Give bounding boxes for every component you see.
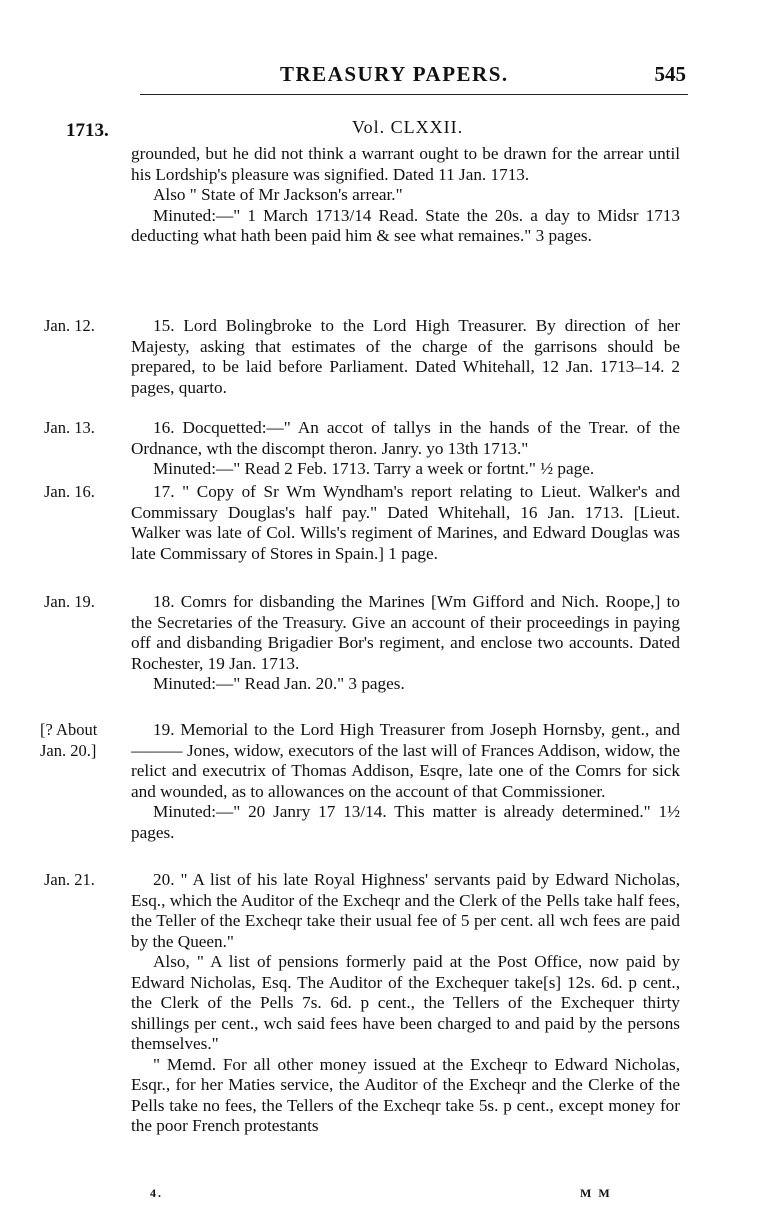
entry-text	[131, 418, 680, 480]
entry-date: Jan. 16.	[44, 482, 95, 501]
entry-text	[131, 720, 680, 843]
page-number: 545	[654, 62, 686, 86]
entry-date: Jan. 12.	[44, 316, 95, 335]
paragraph: Also " State of Mr Jackson's arrear."	[153, 185, 403, 204]
volume-heading: Vol. CLXXII.	[352, 117, 464, 137]
paragraph: Minuted:—" Read Jan. 20." 3 pages.	[153, 674, 405, 693]
paragraph: 16. Docquetted:—" An accot of tallys in the hands of the Trear. of the Ordnance, wth the discompt theron. Janry. yo 13th 1713."	[131, 418, 680, 458]
year-marker: 1713.	[66, 120, 109, 141]
entry-date: Jan. 19.	[44, 592, 95, 611]
continuation-text	[131, 144, 680, 247]
entry-text	[131, 592, 680, 695]
entry-date: Jan. 13.	[44, 418, 95, 437]
paragraph: Minuted:—" Read 2 Feb. 1713. Tarry a week or fortnt." ½ page.	[153, 459, 595, 478]
page-header	[0, 58, 770, 92]
paragraph: 15. Lord Bolingbroke to the Lord High Treasurer. By direction of her Majesty, asking that estimates of the charge of the garrisons should be prepared, to be laid before Parliament. Dated Whitehall, 12 Jan. 1713–14. 2 pages, quarto.	[131, 316, 680, 397]
entry-text	[131, 870, 680, 1137]
paragraph: 18. Comrs for disbanding the Marines [Wm Gifford and Nich. Roope,] to the Secretaries of the Treasury. Give an account of their proceedings in paying off and disbanding Brigadier Bor's regiment, and enclose two accounts. Dated Rochester, 19 Jan. 1713.	[131, 592, 680, 673]
entry-text	[131, 482, 680, 564]
paragraph: Also, " A list of pensions formerly paid at the Post Office, now paid by Edward Nicholas, Esq. The Auditor of the Exchequer take[s] 12s. 6d. p cent., the Clerk of the Pells 7s. 6d. p cent., the Tellers of the Exchequer thirty shillings per cent., wch said fees have been charged to and paid by the persons themselves."	[131, 952, 680, 1053]
paragraph: " Memd. For all other money issued at the Excheqr to Edward Nicholas, Esqr., for her Maties service, the Auditor of the Excheqr and the Clerke of the Pells take no fees, the Tellers of the Excheqr take 5s. p cent., except money for the poor French protestants	[131, 1054, 680, 1135]
paragraph: Minuted:—" 20 Janry 17 13/14. This matter is already determined." 1½ pages.	[131, 802, 680, 842]
paragraph: Minuted:—" 1 March 1713/14 Read. State the 20s. a day to Midsr 1713 deducting what hath been paid him & see what remaines." 3 pages.	[131, 205, 680, 245]
entry-date: [? About Jan. 20.]	[40, 720, 98, 760]
paragraph: 17. " Copy of Sr Wm Wyndham's report relating to Lieut. Walker's and Commissary Douglas's half pay." Dated Whitehall, 16 Jan. 1713. [Lieut. Walker was late of Col. Wills's regiment of Marines, and Edward Douglas was late Commissary of Stores in Spain.] 1 page.	[131, 482, 680, 563]
paragraph: 20. " A list of his late Royal Highness' servants paid by Edward Nicholas, Esq., which the Auditor of the Excheqr and the Clerk of the Pells take half fees, the Teller of the Excheqr take their usual fee of 5 per cent. all wch fees are paid by the Queen."	[131, 870, 680, 951]
gathering-mark: M M	[580, 1186, 612, 1200]
paragraph: grounded, but he did not think a warrant ought to be drawn for the arrear until his Lordship's pleasure was signified. Dated 11 Jan. 1713.	[131, 144, 680, 184]
entry-date: Jan. 21.	[44, 870, 95, 889]
paragraph: 19. Memorial to the Lord High Treasurer from Joseph Hornsby, gent., and ——— Jones, widow, executors of the last will of Frances Addison, widow, the relict and executrix of Thomas Addison, Esqre, late one of the Comrs for sick and wounded, as to allowances on the account of that Commissioner.	[131, 720, 680, 801]
running-title: TREASURY PAPERS.	[280, 62, 509, 86]
signature-mark: 4.	[150, 1186, 163, 1200]
entry-text	[131, 316, 680, 398]
header-rule	[140, 94, 688, 95]
